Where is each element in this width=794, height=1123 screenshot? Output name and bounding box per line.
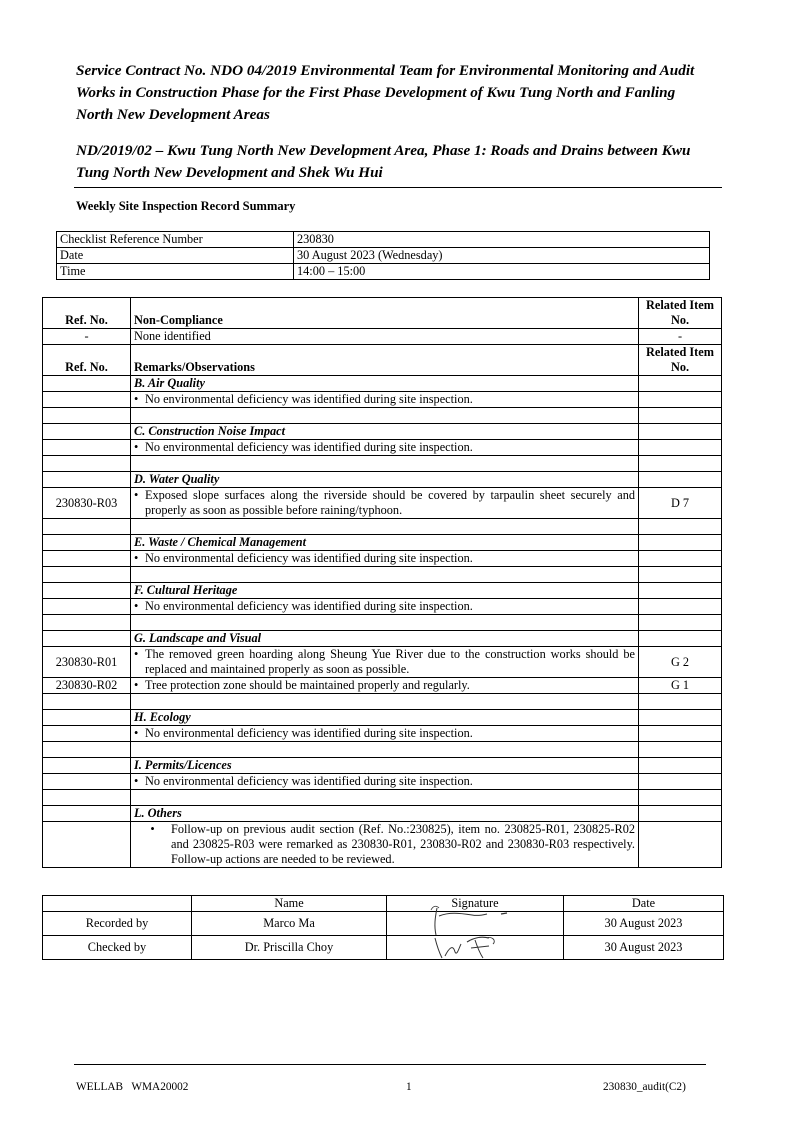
table-row xyxy=(43,440,722,456)
spacer-row xyxy=(43,615,722,631)
document-title: Service Contract No. NDO 04/2019 Environmental Team for Environmental Monitoring and Audit Works in Construction Phase for the First Phase Development of Kwu Tung North and Fanling North New Development Areas xyxy=(76,62,695,123)
remark-item: • No environmental deficiency was identified during site inspection. xyxy=(131,392,639,408)
remarks-header: Remarks/Observations xyxy=(131,345,639,376)
remark-item: • No environmental deficiency was identified during site inspection. xyxy=(131,599,639,615)
spacer-row xyxy=(43,567,722,583)
bullet-icon: • xyxy=(134,647,139,661)
section-row xyxy=(43,710,722,726)
section-row xyxy=(43,535,722,551)
section-title-waste: E. Waste / Chemical Management xyxy=(131,535,639,551)
signoff-table xyxy=(42,895,724,960)
related-item-cell: D 7 xyxy=(639,488,722,519)
remark-item: • Exposed slope surfaces along the riverside should be covered by tarpaulin sheet securely and properly as soon as possible before raining/typhoon. xyxy=(131,488,639,519)
ref-no-cell: 230830-R03 xyxy=(43,488,131,519)
section-row xyxy=(43,472,722,488)
table-row xyxy=(43,936,724,960)
table-row xyxy=(43,912,724,936)
role-cell: Checked by xyxy=(43,936,192,960)
section-title-air-quality: B. Air Quality xyxy=(131,376,639,392)
table-row xyxy=(43,488,722,519)
date-cell: 30 August 2023 xyxy=(564,936,724,960)
name-cell: Marco Ma xyxy=(192,912,387,936)
name-header: Name xyxy=(192,896,387,912)
table-header-row xyxy=(43,896,724,912)
remark-item: • The removed green hoarding along Sheung Yue River due to the construction works should be replaced and maintained properly as soon as possible. xyxy=(131,647,639,678)
title-divider xyxy=(74,187,722,188)
spacer-row xyxy=(43,790,722,806)
section-title-water-quality: D. Water Quality xyxy=(131,472,639,488)
bullet-icon: • xyxy=(134,551,139,565)
table-header-row xyxy=(43,345,722,376)
section-title-permits: I. Permits/Licences xyxy=(131,758,639,774)
bullet-icon: • xyxy=(134,440,139,454)
section-title-noise: C. Construction Noise Impact xyxy=(131,424,639,440)
table-row xyxy=(43,329,722,345)
related-item-cell: G 1 xyxy=(639,678,722,694)
inspection-findings-table xyxy=(42,297,722,868)
table-row xyxy=(57,264,710,280)
bullet-icon: • xyxy=(134,774,139,788)
ref-no-cell: 230830-R02 xyxy=(43,678,131,694)
bullet-icon: • xyxy=(150,822,155,836)
date-cell: 30 August 2023 xyxy=(564,912,724,936)
role-cell: Recorded by xyxy=(43,912,192,936)
footer-document-id: 230830_audit(C2) xyxy=(603,1081,686,1093)
footer-company: WELLAB WMA20002 xyxy=(76,1081,189,1093)
ref-no-header: Ref. No. xyxy=(43,298,131,329)
remark-item: • No environmental deficiency was identified during site inspection. xyxy=(131,551,639,567)
non-compliance-cell: None identified xyxy=(131,329,639,345)
remark-item: • No environmental deficiency was identified during site inspection. xyxy=(131,440,639,456)
remark-item: • No environmental deficiency was identified during site inspection. xyxy=(131,726,639,742)
info-label: Date xyxy=(57,248,294,264)
section-title-others: L. Others xyxy=(131,806,639,822)
signature-image xyxy=(427,926,517,960)
table-row xyxy=(57,248,710,264)
bullet-icon: • xyxy=(134,599,139,613)
ref-no-cell: - xyxy=(43,329,131,345)
section-row xyxy=(43,631,722,647)
spacer-row xyxy=(43,694,722,710)
ref-no-header: Ref. No. xyxy=(43,345,131,376)
remark-item: • Follow-up on previous audit section (Ref. No.:230825), item no. 230825-R01, 230825-R02 and 230825-R03 were remarked as 230830-R01, 230830-R02 and 230830-R03 respectively. Follow-up actions are needed to be reviewed. xyxy=(131,822,639,868)
name-cell: Dr. Priscilla Choy xyxy=(192,936,387,960)
info-value: 14:00 – 15:00 xyxy=(294,264,710,280)
section-title-ecology: H. Ecology xyxy=(131,710,639,726)
table-row xyxy=(43,599,722,615)
ref-no-cell: 230830-R01 xyxy=(43,647,131,678)
footer-divider xyxy=(74,1064,706,1065)
remark-item: • Tree protection zone should be maintained properly and regularly. xyxy=(131,678,639,694)
spacer-row xyxy=(43,456,722,472)
spacer-row xyxy=(43,519,722,535)
remark-item: • No environmental deficiency was identified during site inspection. xyxy=(131,774,639,790)
bullet-icon: • xyxy=(134,726,139,740)
section-row xyxy=(43,806,722,822)
section-title-cultural-heritage: F. Cultural Heritage xyxy=(131,583,639,599)
table-row xyxy=(57,232,710,248)
info-value: 230830 xyxy=(294,232,710,248)
related-item-header: Related Item No. xyxy=(639,345,722,376)
table-row xyxy=(43,392,722,408)
table-row xyxy=(43,678,722,694)
spacer-row xyxy=(43,742,722,758)
page-number: 1 xyxy=(406,1081,412,1093)
date-header: Date xyxy=(564,896,724,912)
info-value: 30 August 2023 (Wednesday) xyxy=(294,248,710,264)
project-title: ND/2019/02 – Kwu Tung North New Development Area, Phase 1: Roads and Drains between Kwu Tung North New Development and Shek Wu Hui xyxy=(76,142,691,181)
table-row xyxy=(43,726,722,742)
table-row xyxy=(43,647,722,678)
related-item-cell: - xyxy=(639,329,722,345)
section-title-landscape: G. Landscape and Visual xyxy=(131,631,639,647)
table-row xyxy=(43,822,722,868)
signature-cell xyxy=(387,936,564,960)
table-row xyxy=(43,551,722,567)
info-label: Checklist Reference Number xyxy=(57,232,294,248)
bullet-icon: • xyxy=(134,488,139,502)
info-label: Time xyxy=(57,264,294,280)
related-item-header: Related Item No. xyxy=(639,298,722,329)
bullet-icon: • xyxy=(134,392,139,406)
section-row xyxy=(43,583,722,599)
record-subheading: Weekly Site Inspection Record Summary xyxy=(76,199,296,213)
bullet-icon: • xyxy=(134,678,139,692)
non-compliance-header: Non-Compliance xyxy=(131,298,639,329)
checklist-info-table xyxy=(56,231,710,280)
section-row xyxy=(43,424,722,440)
table-row xyxy=(43,774,722,790)
spacer-row xyxy=(43,408,722,424)
table-header-row xyxy=(43,298,722,329)
signature-header: Signature xyxy=(387,896,564,912)
section-row xyxy=(43,758,722,774)
section-row xyxy=(43,376,722,392)
related-item-cell: G 2 xyxy=(639,647,722,678)
